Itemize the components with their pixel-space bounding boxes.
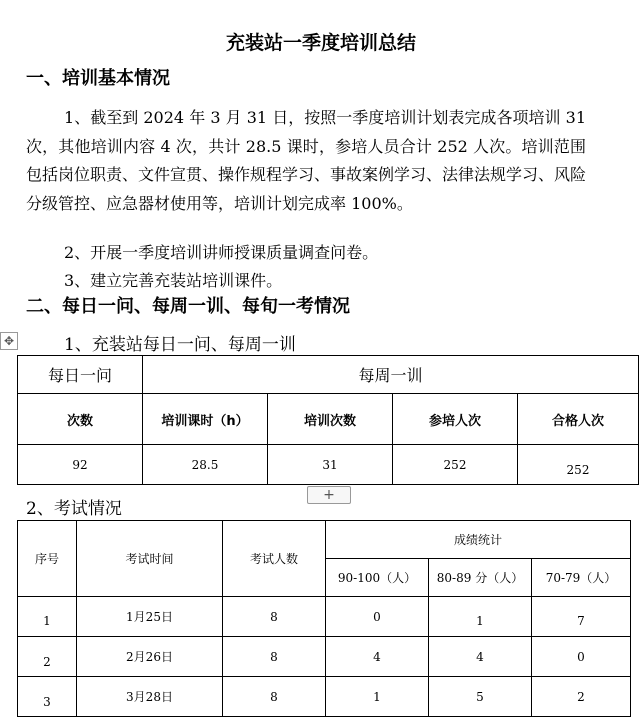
header-exam-time: 考试时间 — [77, 521, 223, 597]
section-heading-basic: 一、培训基本情况 — [26, 68, 170, 89]
table-row — [18, 637, 631, 677]
header-exam-count: 考试人数 — [223, 521, 326, 597]
table-cell: 28.5 — [143, 445, 268, 485]
header-no: 序号 — [18, 521, 77, 597]
table-cell: 92 — [18, 445, 143, 485]
table-cell: 1 — [18, 597, 77, 637]
table-cell: 8 — [223, 637, 326, 677]
table-cell: 8 — [223, 597, 326, 637]
paragraph-summary-text: 1、截至到 2024 年 3 月 31 日，按照一季度培训计划表完成各项培训 31 次，其他培训内容 4 次，共计 28.5 课时，参培人员合计 252 人次。培训范围包括岗位职责、文件宣贯、操作规程学习、事故案例学习、法律法规学习、风险分级管控、应急器材使用等，培训计划完成率 100%。 — [26, 108, 587, 213]
col-header: 培训次数 — [268, 394, 393, 445]
table-cell: 0 — [532, 637, 631, 677]
table-cell: 1 — [326, 677, 429, 717]
col-header: 参培人次 — [393, 394, 518, 445]
table-cell: 252 — [393, 445, 518, 485]
section-heading-daily: 二、每日一问、每周一训、每旬一考情况 — [26, 296, 350, 317]
add-row-button[interactable]: + — [307, 486, 351, 504]
table-cell: 2月26日 — [77, 637, 223, 677]
table-cell: 252 — [518, 445, 639, 485]
table-cell: 4 — [326, 637, 429, 677]
exam-table — [17, 520, 631, 717]
table-cell: 1月25日 — [77, 597, 223, 637]
daily-weekly-table — [17, 355, 639, 485]
table-cell: 4 — [429, 637, 532, 677]
col-header: 次数 — [18, 394, 143, 445]
table-cell: 31 — [268, 445, 393, 485]
paragraph-summary — [26, 104, 586, 218]
table-cell: 0 — [326, 597, 429, 637]
table-cell: 1 — [429, 597, 532, 637]
document-title: 充装站一季度培训总结 — [225, 32, 416, 54]
header-weekly-training: 每周一训 — [143, 356, 639, 394]
table-cell: 3月28日 — [77, 677, 223, 717]
score-col-header: 80-89 分（人） — [429, 559, 532, 597]
paragraph-courseware: 3、建立完善充装站培训课件。 — [64, 271, 283, 290]
table-cell: 2 — [18, 637, 77, 677]
move-arrows-icon: ✥ — [3, 334, 15, 348]
col-header: 培训课时（h） — [143, 394, 268, 445]
header-daily-question: 每日一问 — [18, 356, 143, 394]
table-cell: 8 — [223, 677, 326, 717]
score-col-header: 90-100（人） — [326, 559, 429, 597]
subheading-daily-weekly: 1、充装站每日一问、每周一训 — [64, 335, 296, 355]
subheading-exams: 2、考试情况 — [26, 499, 122, 519]
table-cell: 7 — [532, 597, 631, 637]
header-score-stats: 成绩统计 — [326, 521, 631, 559]
score-col-header: 70-79（人） — [532, 559, 631, 597]
table-cell: 5 — [429, 677, 532, 717]
col-header: 合格人次 — [518, 394, 639, 445]
paragraph-survey: 2、开展一季度培训讲师授课质量调查问卷。 — [64, 243, 379, 262]
table-row — [18, 677, 631, 717]
table-row — [18, 597, 631, 637]
table-move-handle[interactable] — [0, 332, 18, 350]
table-cell: 3 — [18, 677, 77, 717]
table-cell: 2 — [532, 677, 631, 717]
